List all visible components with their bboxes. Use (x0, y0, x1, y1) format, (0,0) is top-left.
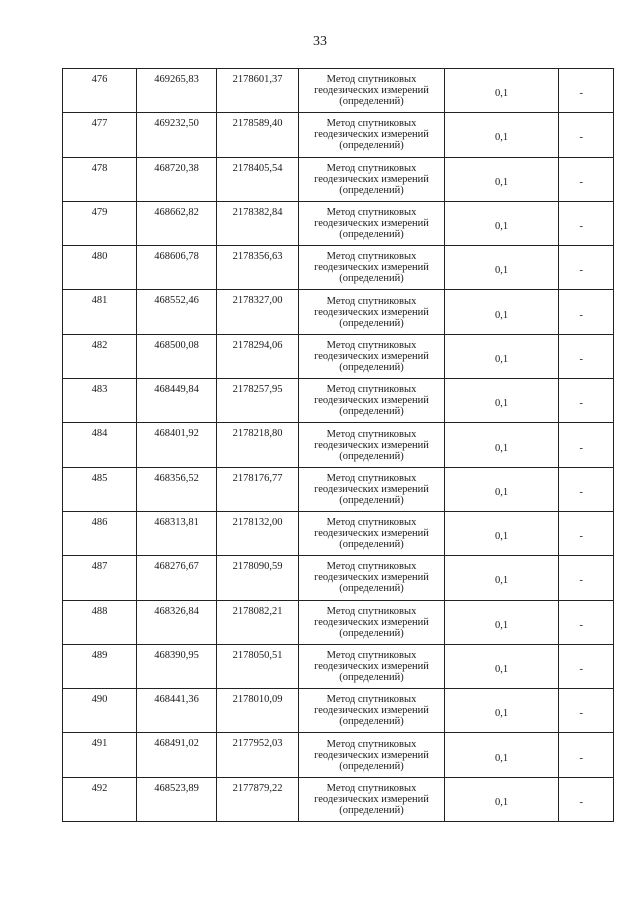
precision-cell: 0,1 (445, 69, 559, 113)
method-text-line: геодезических измерений (314, 439, 429, 451)
x-coordinate-cell: 468720,38 (137, 157, 217, 201)
precision-cell: 0,1 (445, 246, 559, 290)
y-coordinate-cell: 2178010,09 (217, 689, 299, 733)
method-text-line: геодезических измерений (314, 749, 429, 761)
method-text-line: (определений) (339, 140, 404, 152)
method-text-line: Метод спутниковых (326, 251, 417, 263)
point-number-cell: 492 (63, 777, 137, 821)
method-text-line: (определений) (339, 317, 404, 329)
y-coordinate-cell: 2178050,51 (217, 644, 299, 688)
point-number-cell: 487 (63, 556, 137, 600)
method-cell (299, 733, 445, 777)
method-text-line: (определений) (339, 184, 404, 196)
note-cell: - (559, 201, 614, 245)
method-text-line: геодезических измерений (314, 572, 429, 584)
method-text-line: (определений) (339, 273, 404, 285)
table-row (63, 69, 614, 113)
method-text-line: Метод спутниковых (326, 738, 417, 750)
x-coordinate-cell: 468523,89 (137, 777, 217, 821)
table-row (63, 290, 614, 334)
method-text-line: геодезических измерений (314, 306, 429, 318)
method-cell (299, 201, 445, 245)
method-text-line: Метод спутниковых (326, 694, 417, 706)
precision-cell: 0,1 (445, 201, 559, 245)
point-number-cell: 491 (63, 733, 137, 777)
table-row (63, 334, 614, 378)
method-text-line: (определений) (339, 494, 404, 506)
method-cell (299, 511, 445, 555)
x-coordinate-cell: 468552,46 (137, 290, 217, 334)
method-text-line: Метод спутниковых (326, 384, 417, 396)
method-cell (299, 157, 445, 201)
method-cell (299, 467, 445, 511)
table-row (63, 600, 614, 644)
method-text-line: Метод спутниковых (326, 517, 417, 529)
note-cell: - (559, 246, 614, 290)
method-cell (299, 379, 445, 423)
method-text-line: Метод спутниковых (326, 339, 417, 351)
method-text-line: Метод спутниковых (326, 295, 417, 307)
y-coordinate-cell: 2178176,77 (217, 467, 299, 511)
note-cell: - (559, 467, 614, 511)
y-coordinate-cell: 2178327,00 (217, 290, 299, 334)
x-coordinate-cell: 469232,50 (137, 113, 217, 157)
y-coordinate-cell: 2178218,80 (217, 423, 299, 467)
note-cell: - (559, 290, 614, 334)
note-cell: - (559, 556, 614, 600)
note-cell: - (559, 334, 614, 378)
method-text-line: (определений) (339, 450, 404, 462)
point-number-cell: 479 (63, 201, 137, 245)
table-row (63, 246, 614, 290)
method-text-line: геодезических измерений (314, 395, 429, 407)
y-coordinate-cell: 2178294,06 (217, 334, 299, 378)
coordinates-table (62, 68, 614, 822)
table-row (63, 379, 614, 423)
method-cell (299, 689, 445, 733)
method-text-line: геодезических измерений (314, 129, 429, 141)
page-number: 33 (313, 34, 327, 49)
x-coordinate-cell: 468606,78 (137, 246, 217, 290)
point-number-cell: 489 (63, 644, 137, 688)
x-coordinate-cell: 468326,84 (137, 600, 217, 644)
table-row (63, 157, 614, 201)
table-row (63, 201, 614, 245)
point-number-cell: 485 (63, 467, 137, 511)
method-cell (299, 69, 445, 113)
note-cell: - (559, 113, 614, 157)
point-number-cell: 478 (63, 157, 137, 201)
precision-cell: 0,1 (445, 600, 559, 644)
precision-cell: 0,1 (445, 644, 559, 688)
method-text-line: (определений) (339, 229, 404, 241)
y-coordinate-cell: 2178589,40 (217, 113, 299, 157)
precision-cell: 0,1 (445, 556, 559, 600)
method-cell (299, 644, 445, 688)
method-text-line: геодезических измерений (314, 661, 429, 672)
x-coordinate-cell: 468276,67 (137, 556, 217, 600)
table-row (63, 777, 614, 821)
precision-cell: 0,1 (445, 113, 559, 157)
x-coordinate-cell: 468401,92 (137, 423, 217, 467)
note-cell: - (559, 600, 614, 644)
method-text-line: Метод спутниковых (326, 472, 417, 484)
method-text-line: Метод спутниковых (326, 162, 417, 174)
note-cell: - (559, 644, 614, 688)
method-text-line: геодезических измерений (314, 528, 429, 540)
precision-cell: 0,1 (445, 379, 559, 423)
precision-cell: 0,1 (445, 157, 559, 201)
point-number-cell: 486 (63, 511, 137, 555)
method-cell (299, 556, 445, 600)
method-text-line: Метод спутниковых (326, 561, 417, 573)
table-row (63, 644, 614, 688)
method-text-line: (определений) (339, 760, 404, 772)
precision-cell: 0,1 (445, 467, 559, 511)
method-text-line: Метод спутниковых (326, 118, 417, 130)
note-cell: - (559, 379, 614, 423)
table-row (63, 511, 614, 555)
point-number-cell: 490 (63, 689, 137, 733)
method-text-line: геодезических измерений (314, 85, 429, 97)
note-cell: - (559, 689, 614, 733)
note-cell: - (559, 733, 614, 777)
method-text-line: (определений) (339, 406, 404, 418)
precision-cell: 0,1 (445, 423, 559, 467)
point-number-cell: 483 (63, 379, 137, 423)
note-cell: - (559, 423, 614, 467)
method-text-line: (определений) (339, 672, 404, 683)
method-text-line: Метод спутниковых (326, 207, 417, 219)
y-coordinate-cell: 2178601,37 (217, 69, 299, 113)
x-coordinate-cell: 469265,83 (137, 69, 217, 113)
y-coordinate-cell: 2177879,22 (217, 777, 299, 821)
method-text-line: (определений) (339, 361, 404, 373)
method-text-line: геодезических измерений (314, 173, 429, 185)
method-text-line: геодезических измерений (314, 350, 429, 362)
table-row (63, 423, 614, 467)
x-coordinate-cell: 468500,08 (137, 334, 217, 378)
method-text-line: Метод спутниковых (326, 782, 417, 794)
point-number-cell: 484 (63, 423, 137, 467)
precision-cell: 0,1 (445, 334, 559, 378)
method-text-line: геодезических измерений (314, 218, 429, 230)
y-coordinate-cell: 2178382,84 (217, 201, 299, 245)
precision-cell: 0,1 (445, 689, 559, 733)
method-text-line: Метод спутниковых (326, 650, 417, 661)
table-row (63, 733, 614, 777)
x-coordinate-cell: 468449,84 (137, 379, 217, 423)
table-row (63, 113, 614, 157)
method-text-line: (определений) (339, 716, 404, 728)
method-cell (299, 290, 445, 334)
x-coordinate-cell: 468390,95 (137, 644, 217, 688)
method-text-line: Метод спутниковых (326, 74, 417, 86)
point-number-cell: 482 (63, 334, 137, 378)
precision-cell: 0,1 (445, 290, 559, 334)
note-cell: - (559, 157, 614, 201)
note-cell: - (559, 69, 614, 113)
y-coordinate-cell: 2178082,21 (217, 600, 299, 644)
point-number-cell: 488 (63, 600, 137, 644)
y-coordinate-cell: 2178257,95 (217, 379, 299, 423)
method-cell (299, 600, 445, 644)
method-cell (299, 113, 445, 157)
method-cell (299, 423, 445, 467)
method-text-line: Метод спутниковых (326, 428, 417, 440)
note-cell: - (559, 777, 614, 821)
method-text-line: геодезических измерений (314, 262, 429, 274)
y-coordinate-cell: 2177952,03 (217, 733, 299, 777)
x-coordinate-cell: 468441,36 (137, 689, 217, 733)
point-number-cell: 476 (63, 69, 137, 113)
note-cell: - (559, 511, 614, 555)
table-row (63, 467, 614, 511)
x-coordinate-cell: 468491,02 (137, 733, 217, 777)
method-text-line: (определений) (339, 539, 404, 551)
x-coordinate-cell: 468313,81 (137, 511, 217, 555)
precision-cell: 0,1 (445, 733, 559, 777)
y-coordinate-cell: 2178090,59 (217, 556, 299, 600)
method-text-line: геодезических измерений (314, 705, 429, 717)
y-coordinate-cell: 2178405,54 (217, 157, 299, 201)
method-text-line: (определений) (339, 804, 404, 816)
method-text-line: Метод спутниковых (326, 605, 417, 617)
method-text-line: геодезических измерений (314, 616, 429, 628)
precision-cell: 0,1 (445, 777, 559, 821)
method-text-line: геодезических измерений (314, 483, 429, 495)
method-cell (299, 777, 445, 821)
method-text-line: (определений) (339, 627, 404, 639)
method-text-line: геодезических измерений (314, 793, 429, 805)
point-number-cell: 481 (63, 290, 137, 334)
point-number-cell: 477 (63, 113, 137, 157)
point-number-cell: 480 (63, 246, 137, 290)
y-coordinate-cell: 2178356,63 (217, 246, 299, 290)
method-text-line: (определений) (339, 96, 404, 108)
precision-cell: 0,1 (445, 511, 559, 555)
x-coordinate-cell: 468662,82 (137, 201, 217, 245)
x-coordinate-cell: 468356,52 (137, 467, 217, 511)
method-cell (299, 334, 445, 378)
table-row (63, 556, 614, 600)
y-coordinate-cell: 2178132,00 (217, 511, 299, 555)
method-cell (299, 246, 445, 290)
table-row (63, 689, 614, 733)
method-text-line: (определений) (339, 583, 404, 595)
